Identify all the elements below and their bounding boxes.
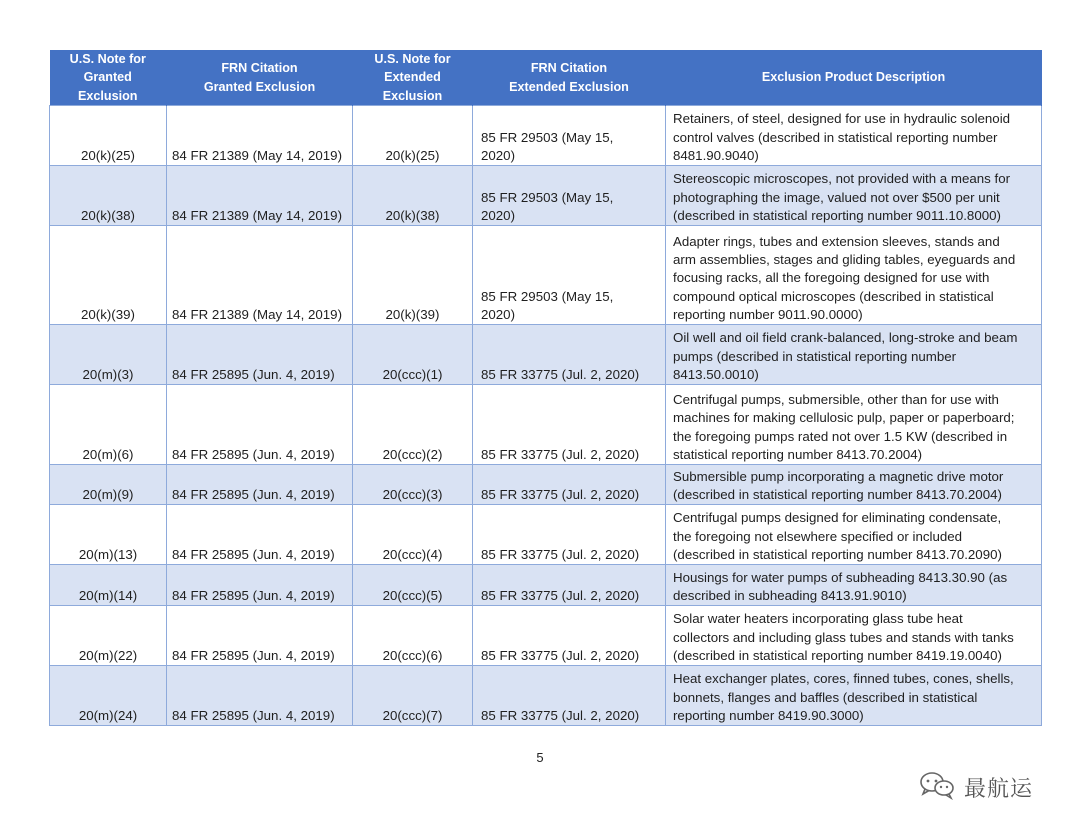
description-cell: Heat exchanger plates, cores, finned tubes, cones, shells, bonnets, flanges and baffles (described in statistical reporting number 8419.90.3000) bbox=[666, 666, 1042, 726]
page-number: 5 bbox=[536, 750, 544, 765]
note-extended-cell: 20(ccc)(1) bbox=[353, 325, 473, 385]
frn-granted-cell: 84 FR 25895 (Jun. 4, 2019) bbox=[167, 385, 353, 465]
wechat-icon bbox=[918, 770, 956, 805]
note-extended-cell: 20(ccc)(4) bbox=[353, 505, 473, 565]
note-granted-cell: 20(k)(39) bbox=[50, 226, 167, 325]
table-row bbox=[50, 666, 1042, 726]
description-cell: Centrifugal pumps designed for eliminating condensate, the foregoing not elsewhere specified or included (described in statistical reporting number 8413.70.2090) bbox=[666, 505, 1042, 565]
table-row bbox=[50, 106, 1042, 166]
table-row bbox=[50, 325, 1042, 385]
frn-granted-cell: 84 FR 25895 (Jun. 4, 2019) bbox=[167, 666, 353, 726]
note-extended-cell: 20(ccc)(3) bbox=[353, 465, 473, 505]
frn-extended-cell: 85 FR 33775 (Jul. 2, 2020) bbox=[473, 565, 666, 606]
table-row bbox=[50, 226, 1042, 325]
description-cell: Centrifugal pumps, submersible, other than for use with machines for making cellulosic pulp, paper or paperboard; the foregoing pumps rated not over 1.5 KW (described in statistical reporting number 8413.70.2004) bbox=[666, 385, 1042, 465]
frn-granted-cell: 84 FR 25895 (Jun. 4, 2019) bbox=[167, 465, 353, 505]
table-row bbox=[50, 166, 1042, 226]
note-granted-cell: 20(m)(9) bbox=[50, 465, 167, 505]
note-extended-cell: 20(k)(38) bbox=[353, 166, 473, 226]
frn-extended-cell: 85 FR 33775 (Jul. 2, 2020) bbox=[473, 666, 666, 726]
frn-extended-cell: 85 FR 29503 (May 15, 2020) bbox=[473, 226, 666, 325]
frn-extended-cell: 85 FR 29503 (May 15, 2020) bbox=[473, 166, 666, 226]
header-description: Exclusion Product Description bbox=[666, 50, 1042, 106]
note-granted-cell: 20(k)(25) bbox=[50, 106, 167, 166]
frn-granted-cell: 84 FR 21389 (May 14, 2019) bbox=[167, 106, 353, 166]
description-cell: Stereoscopic microscopes, not provided with a means for photographing the image, valued not over $500 per unit (described in statistical reporting number 9011.10.8000) bbox=[666, 166, 1042, 226]
note-granted-cell: 20(m)(13) bbox=[50, 505, 167, 565]
frn-extended-cell: 85 FR 33775 (Jul. 2, 2020) bbox=[473, 385, 666, 465]
frn-extended-cell: 85 FR 33775 (Jul. 2, 2020) bbox=[473, 606, 666, 666]
exclusions-table bbox=[49, 50, 1042, 726]
note-extended-cell: 20(ccc)(7) bbox=[353, 666, 473, 726]
note-extended-cell: 20(k)(39) bbox=[353, 226, 473, 325]
header-frn-granted: FRN Citation Granted Exclusion bbox=[167, 50, 353, 106]
description-cell: Submersible pump incorporating a magnetic drive motor (described in statistical reporting number 8413.70.2004) bbox=[666, 465, 1042, 505]
table-row bbox=[50, 606, 1042, 666]
frn-extended-cell: 85 FR 33775 (Jul. 2, 2020) bbox=[473, 505, 666, 565]
note-granted-cell: 20(m)(24) bbox=[50, 666, 167, 726]
frn-granted-cell: 84 FR 25895 (Jun. 4, 2019) bbox=[167, 505, 353, 565]
note-extended-cell: 20(ccc)(5) bbox=[353, 565, 473, 606]
watermark bbox=[918, 772, 1033, 802]
frn-extended-cell: 85 FR 33775 (Jul. 2, 2020) bbox=[473, 325, 666, 385]
note-granted-cell: 20(k)(38) bbox=[50, 166, 167, 226]
header-us-note-extended: U.S. Note for Extended Exclusion bbox=[353, 50, 473, 106]
note-granted-cell: 20(m)(14) bbox=[50, 565, 167, 606]
header-row bbox=[50, 50, 1042, 106]
frn-granted-cell: 84 FR 21389 (May 14, 2019) bbox=[167, 166, 353, 226]
frn-extended-cell: 85 FR 33775 (Jul. 2, 2020) bbox=[473, 465, 666, 505]
table-row bbox=[50, 505, 1042, 565]
note-granted-cell: 20(m)(22) bbox=[50, 606, 167, 666]
description-cell: Oil well and oil field crank-balanced, long-stroke and beam pumps (described in statistical reporting number 8413.50.0010) bbox=[666, 325, 1042, 385]
note-extended-cell: 20(ccc)(6) bbox=[353, 606, 473, 666]
note-granted-cell: 20(m)(3) bbox=[50, 325, 167, 385]
frn-granted-cell: 84 FR 25895 (Jun. 4, 2019) bbox=[167, 325, 353, 385]
header-frn-extended: FRN Citation Extended Exclusion bbox=[473, 50, 666, 106]
watermark-text: 最航运 bbox=[964, 776, 1034, 802]
note-extended-cell: 20(ccc)(2) bbox=[353, 385, 473, 465]
note-extended-cell: 20(k)(25) bbox=[353, 106, 473, 166]
frn-granted-cell: 84 FR 25895 (Jun. 4, 2019) bbox=[167, 565, 353, 606]
table-row bbox=[50, 385, 1042, 465]
header-us-note-granted: U.S. Note for Granted Exclusion bbox=[50, 50, 167, 106]
description-cell: Housings for water pumps of subheading 8413.30.90 (as described in subheading 8413.91.9010) bbox=[666, 565, 1042, 606]
note-granted-cell: 20(m)(6) bbox=[50, 385, 167, 465]
frn-extended-cell: 85 FR 29503 (May 15, 2020) bbox=[473, 106, 666, 166]
description-cell: Solar water heaters incorporating glass tube heat collectors and including glass tubes and stands with tanks (described in statistical reporting number 8419.19.0040) bbox=[666, 606, 1042, 666]
table-row bbox=[50, 465, 1042, 505]
description-cell: Adapter rings, tubes and extension sleeves, stands and arm assemblies, stages and gliding tables, eyeguards and focusing racks, all the foregoing designed for use with compound optical microscopes (described in statistical reporting number 9011.90.0000) bbox=[666, 226, 1042, 325]
table-row bbox=[50, 565, 1042, 606]
frn-granted-cell: 84 FR 25895 (Jun. 4, 2019) bbox=[167, 606, 353, 666]
description-cell: Retainers, of steel, designed for use in hydraulic solenoid control valves (described in statistical reporting number 8481.90.9040) bbox=[666, 106, 1042, 166]
frn-granted-cell: 84 FR 21389 (May 14, 2019) bbox=[167, 226, 353, 325]
